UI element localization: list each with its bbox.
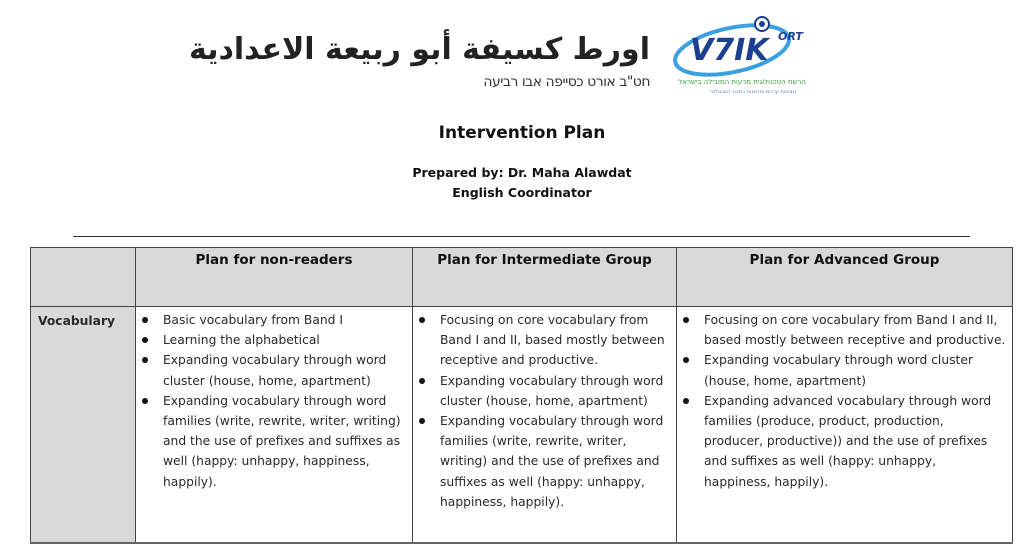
- letterhead: [189, 14, 810, 106]
- table-header-row: [31, 248, 1013, 307]
- prepared-by: Prepared by: Dr. Maha Alawdat: [412, 165, 632, 180]
- table-row-vocabulary: [31, 307, 1013, 544]
- bullet-list-non-readers: [136, 307, 412, 492]
- school-name-arabic: اورط كسيفة أبو ربيعة الاعدادية: [189, 32, 650, 67]
- column-header-advanced: Plan for Advanced Group: [677, 248, 1013, 307]
- cell-intermediate: [413, 307, 677, 544]
- list-item: Expanding vocabulary through word cluster (house, home, apartment): [440, 371, 670, 411]
- ort-brand-text: ORT: [778, 30, 803, 43]
- intervention-plan-table: [30, 247, 1013, 544]
- bullet-list-advanced: [677, 307, 1012, 492]
- ort-hebrew-mark: V7IK: [690, 33, 769, 68]
- column-header-intermediate: Plan for Intermediate Group: [413, 248, 677, 307]
- column-header-empty: [31, 248, 136, 307]
- list-item: Expanding vocabulary through word families (write, rewrite, writer, writing) and the use of prefixes and suffixes as well (happy: unhappy, happiness, happily).: [163, 391, 406, 492]
- column-header-non-readers: Plan for non-readers: [136, 248, 413, 307]
- horizontal-divider: [73, 236, 970, 237]
- list-item: Learning the alphabetical: [163, 330, 406, 350]
- list-item: Focusing on core vocabulary from Band I and II, based mostly between receptive and productive.: [704, 310, 1006, 350]
- ort-tagline-small: מצוינות ערכים וחדשנות בחינוך הטכנולוגי: [710, 89, 796, 95]
- list-item: Focusing on core vocabulary from Band I and II, based mostly between receptive and productive.: [440, 310, 670, 371]
- list-item: Expanding vocabulary through word families (write, rewrite, writer, writing) and the use of prefixes and suffixes as well (happy: unhappy, happiness, happily).: [440, 411, 670, 512]
- list-item: Basic vocabulary from Band I: [163, 310, 406, 330]
- author-role: English Coordinator: [452, 185, 592, 200]
- cell-non-readers: [136, 307, 413, 544]
- school-name-hebrew: חט"ב אורט כסייפה אבו רביעה: [483, 74, 650, 90]
- list-item: Expanding vocabulary through word cluster (house, home, apartment): [704, 350, 1006, 390]
- ort-tagline: הרשת הטכנולוגית מרעות המובילה בישראל: [678, 78, 806, 86]
- bullet-list-intermediate: [413, 307, 676, 512]
- list-item: Expanding vocabulary through word cluster (house, home, apartment): [163, 350, 406, 390]
- document-title: Intervention Plan: [438, 123, 606, 143]
- cell-advanced: [677, 307, 1013, 544]
- list-item: Expanding advanced vocabulary through word families (produce, product, production, producer, productive)) and the use of prefixes and suffixes as well (happy: unhappy, happiness, happily).: [704, 391, 1006, 492]
- row-label-vocabulary: Vocabulary: [31, 307, 136, 544]
- author-block: [0, 163, 1024, 203]
